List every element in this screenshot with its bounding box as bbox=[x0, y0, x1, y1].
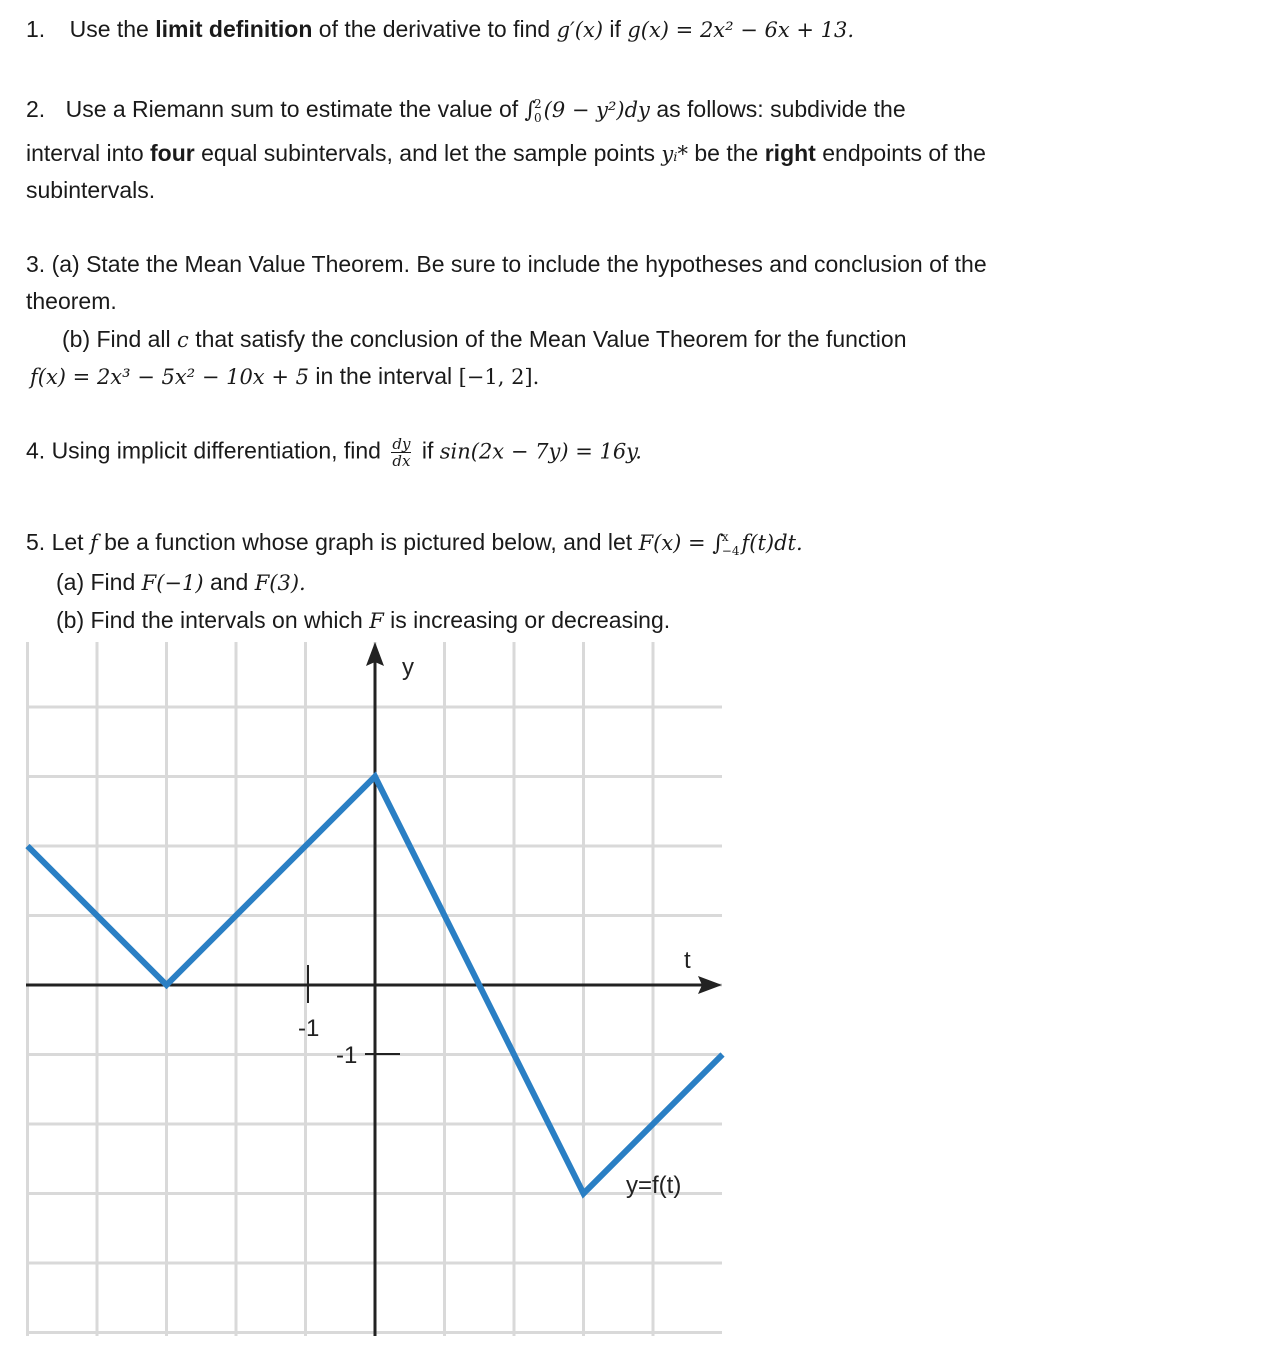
problem-4-pre: 4. Using implicit differentiation, find bbox=[26, 437, 388, 464]
integral-lower: 0 bbox=[534, 110, 542, 125]
problem-1-if: if bbox=[603, 16, 628, 42]
problem-2-number: 2. bbox=[26, 96, 46, 122]
problem-5b-F: F bbox=[369, 609, 384, 633]
problem-5a-expr1: F(−1) bbox=[141, 571, 204, 595]
problem-1-number: 1. bbox=[26, 16, 46, 42]
problem-5-mid: be a function whose graph is pictured below, and let bbox=[97, 529, 639, 555]
y-axis-label: y bbox=[402, 654, 414, 681]
problem-5a-pre: (a) Find bbox=[56, 569, 142, 595]
integral-sign-5: ∫ bbox=[712, 531, 724, 556]
fraction-denominator: dx bbox=[392, 452, 411, 470]
integral-upper: 2 bbox=[534, 96, 542, 111]
curve-label: y=f(t) bbox=[626, 1172, 682, 1199]
problem-3a-line-2: theorem. bbox=[26, 288, 117, 314]
problem-2-line2-pre: interval into bbox=[26, 140, 151, 166]
problem-1-bold: limit definition bbox=[155, 16, 313, 42]
integral-upper-5: x bbox=[721, 529, 729, 544]
problem-3b-post: that satisfy the conclusion of the Mean Value Theorem for the function bbox=[188, 326, 907, 352]
x-tick-label: -1 bbox=[298, 1015, 320, 1042]
problem-3a-line-1: 3. (a) State the Mean Value Theorem. Be sure to include the hypotheses and conclusion of the bbox=[26, 251, 987, 277]
problem-5-Fdef: F(x) = bbox=[638, 531, 713, 555]
problem-3b-interval-pre: in the interval bbox=[308, 363, 459, 389]
problem-1-expression: g(x) = 2x² − 6x + 13. bbox=[627, 18, 855, 42]
problem-5b-post: is increasing or decreasing. bbox=[383, 607, 671, 633]
problem-2-line-3: subintervals. bbox=[26, 177, 156, 203]
problem-2-integrand: (9 − y²)dy bbox=[543, 98, 650, 122]
problem-4-if: if bbox=[415, 437, 440, 464]
problem-5-f: f bbox=[89, 531, 98, 555]
integral-sign: ∫ bbox=[524, 98, 536, 123]
fraction-numerator: dy bbox=[392, 435, 411, 453]
problem-5b-pre: (b) Find the intervals on which bbox=[56, 607, 370, 633]
problem-2-line2-post: endpoints of the bbox=[815, 140, 986, 166]
problem-1-g-prime: g′(x) bbox=[556, 18, 604, 42]
sample-point: yᵢ* bbox=[661, 142, 688, 166]
problem-5-integrand: f(t)dt. bbox=[741, 531, 803, 555]
problem-2-line2-mid: equal subintervals, and let the sample points bbox=[194, 140, 662, 166]
problem-3b-pre: (b) Find all bbox=[62, 326, 178, 352]
problem-5a-expr2: F(3). bbox=[254, 571, 306, 595]
problem-2-line2-mid2: be the bbox=[688, 140, 765, 166]
problem-2-bold-four: four bbox=[150, 140, 195, 166]
problem-1-text-pre: Use the bbox=[69, 16, 156, 42]
y-tick-label: -1 bbox=[336, 1042, 358, 1069]
problem-5a-and: and bbox=[203, 569, 255, 595]
integral-lower-5: −4 bbox=[721, 543, 740, 558]
axes bbox=[26, 642, 722, 1336]
problem-2-text-pre: Use a Riemann sum to estimate the value of bbox=[65, 96, 525, 122]
problem-1-text-post: of the derivative to find bbox=[312, 16, 557, 42]
problem-4-expression: sin(2x − 7y) = 16y. bbox=[439, 439, 642, 464]
problem-3b-function: f(x) = 2x³ − 5x² − 10x + 5 bbox=[30, 365, 309, 389]
problem-5-pre: 5. Let bbox=[26, 529, 90, 555]
problem-3b-var: c bbox=[177, 328, 189, 352]
problem-3b-interval: [−1, 2]. bbox=[458, 365, 540, 389]
problem-2-bold-right: right bbox=[764, 140, 816, 166]
t-axis-label: t bbox=[684, 947, 691, 974]
problem-2-text-post: as follows: subdivide the bbox=[649, 96, 906, 122]
